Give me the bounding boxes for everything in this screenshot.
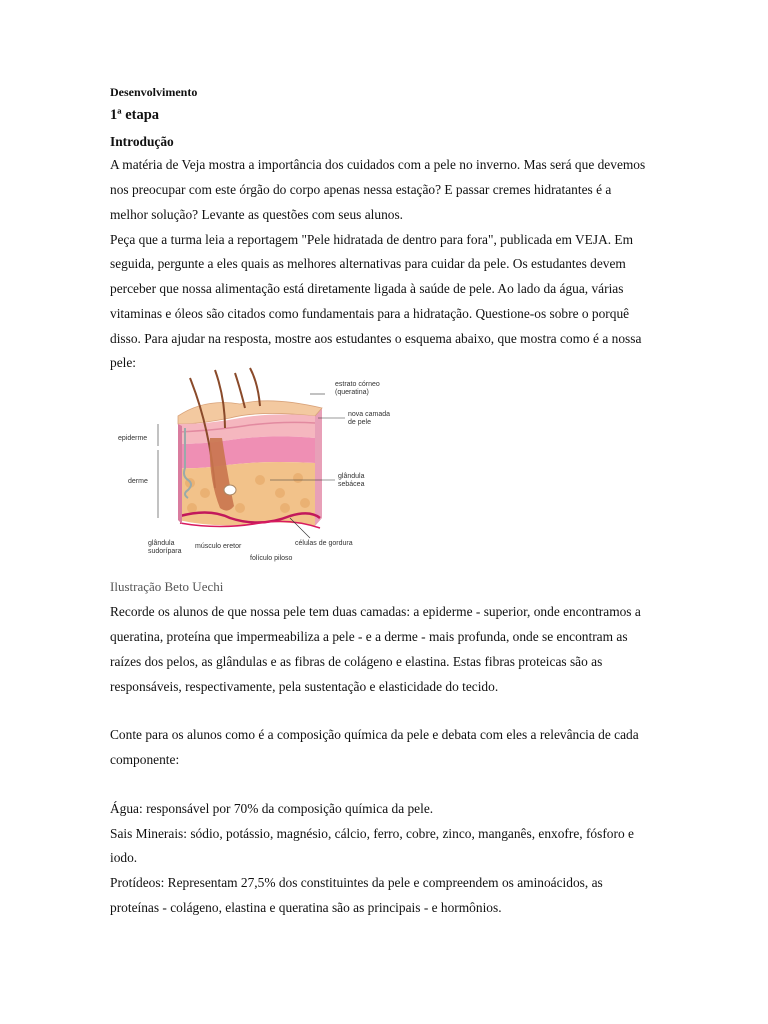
- text-line: raízes dos pelos, as glândulas e as fibras de colágeno e elastina. Estas fibras proteicas são as: [110, 654, 603, 669]
- label-glandula-sudoripara-2: sudorípara: [148, 548, 182, 555]
- figure-caption: Ilustração Beto Uechi: [110, 579, 224, 594]
- text-line: componente:: [110, 752, 180, 767]
- text-line: iodo.: [110, 850, 138, 865]
- text-line: seguida, pergunte a eles quais as melhores alternativas para cuidar da pele. Os estudantes devem: [110, 256, 626, 271]
- sebaceous-gland: [224, 485, 236, 495]
- label-estrato-2: (queratina): [335, 389, 369, 396]
- intro-heading: Introdução: [110, 134, 174, 149]
- stage-heading: 1ª etapa: [110, 107, 160, 123]
- label-celulas: células de gordura: [295, 540, 353, 547]
- label-glandula-sebacea-2: sebácea: [338, 481, 365, 488]
- text-line: Recorde os alunos de que nossa pele tem duas camadas: a epiderme - superior, onde encontramos a: [110, 604, 641, 619]
- text-line: pele:: [110, 355, 137, 370]
- label-musculo: músculo eretor: [195, 543, 242, 550]
- label-nova-2: de pele: [348, 419, 371, 426]
- label-nova-1: nova camada: [348, 411, 391, 418]
- section-heading: Desenvolvimento: [110, 85, 198, 99]
- text-line: vitaminas e óleos são citados como fundamentais para a hidratação. Questione-os sobre o porquê: [110, 306, 630, 321]
- text-line: queratina, proteína que impermeabiliza a pele - e a derme - mais profunda, onde se encontram as: [110, 629, 628, 644]
- label-estrato-1: estrato córneo: [335, 381, 380, 388]
- label-derme: derme: [128, 478, 148, 485]
- text-line: A matéria de Veja mostra a importância dos cuidados com a pele no inverno. Mas será que devemos: [110, 157, 646, 172]
- text-line: Sais Minerais: sódio, potássio, magnésio, cálcio, ferro, cobre, zinco, manganês, enxofre, fósforo e: [110, 826, 634, 841]
- text-line: nos preocupar com este órgão do corpo apenas nessa estação? E passar cremes hidratantes é a: [110, 182, 612, 197]
- label-epiderme: epiderme: [118, 435, 148, 442]
- text-line: Protídeos: Representam 27,5% dos constituintes da pele e compreendem os aminoácidos, as: [110, 875, 603, 890]
- text-line: responsáveis, respectivamente, pela sustentação e elasticidade do tecido.: [110, 679, 499, 694]
- text-line: perceber que nossa alimentação está diretamente ligada à saúde de pele. Ao lado da água, várias: [110, 281, 624, 296]
- dermis-layer: [178, 462, 315, 526]
- text-line: Água: responsável por 70% da composição química da pele.: [110, 801, 434, 816]
- label-glandula-sebacea-1: glândula: [338, 473, 365, 480]
- text-line: Conte para os alunos como é a composição química da pele e debata com eles a relevância de cada: [110, 727, 639, 742]
- skin-diagram: [110, 368, 391, 568]
- label-foliculo: folículo piloso: [250, 555, 293, 562]
- text-line: melhor solução? Levante as questões com seus alunos.: [110, 207, 404, 222]
- text-line: proteínas - colágeno, elastina e queratina são as principais - e hormônios.: [110, 900, 502, 915]
- label-glandula-sudoripara-1: glândula: [148, 540, 175, 547]
- text-line: Peça que a turma leia a reportagem "Pele hidratada de dentro para fora", publicada em VEJA. Em: [110, 232, 634, 247]
- text-line: disso. Para ajudar na resposta, mostre aos estudantes o esquema abaixo, que mostra como é a nossa: [110, 331, 642, 346]
